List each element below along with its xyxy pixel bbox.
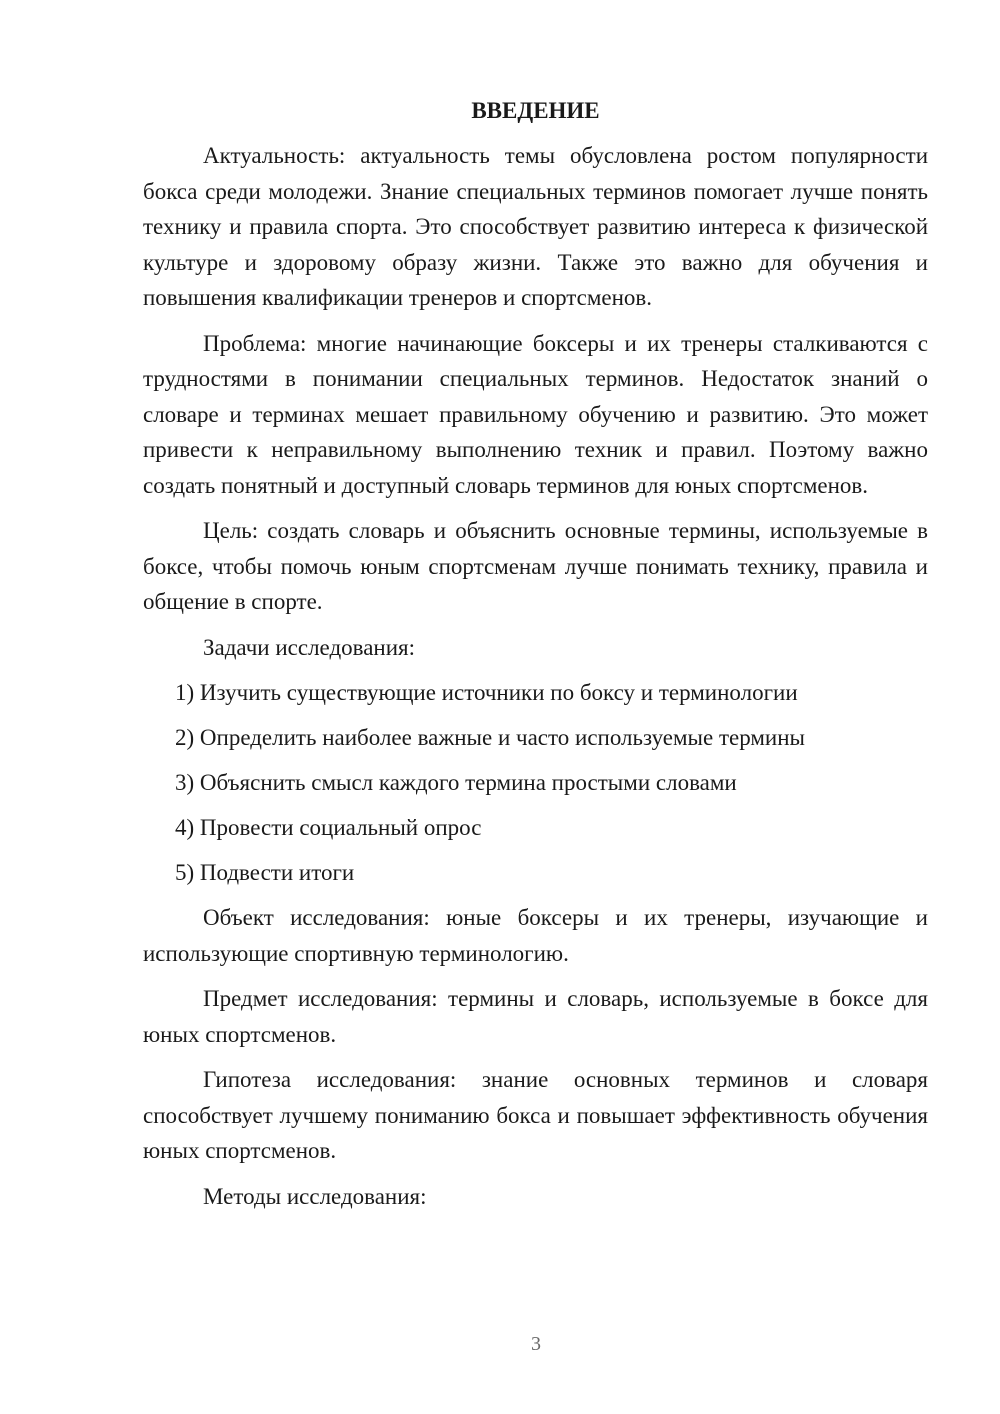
tasks-list [143,675,928,891]
paragraph-relevance: Актуальность: актуальность темы обусловлена ростом популярности бокса среди молодежи. Знание специальных терминов помогает лучше понять технику и правила спорта. Это способствует развитию интереса к физической культуре и здоровому образу жизни. Также это важно для обучения и повышения квалификации тренеров и спортсменов. [143,143,928,310]
section-title: ВВЕДЕНИЕ [471,98,600,123]
list-item: 3) Объяснить смысл каждого термина простыми словами [175,770,737,795]
paragraph-subject: Предмет исследования: термины и словарь, используемые в боксе для юных спортсменов. [143,986,928,1047]
paragraph-goal: Цель: создать словарь и объяснить основные термины, используемые в боксе, чтобы помочь юным спортсменам лучше понимать технику, правила и общение в спорте. [143,518,928,614]
page-body [143,95,928,1224]
list-item: 2) Определить наиболее важные и часто используемые термины [175,725,806,750]
list-item: 5) Подвести итоги [175,860,355,885]
paragraph-tasks-heading: Задачи исследования: [203,634,416,660]
paragraph-problem: Проблема: многие начинающие боксеры и их тренеры сталкиваются с трудностями в понимании специальных терминов. Недостаток знаний о словаре и терминах мешает правильному обучению и развитию. Это может привести к неправильному выполнению техник и правил. Поэтому важно создать понятный и доступный словарь терминов для юных спортсменов. [143,330,928,498]
paragraph-object: Объект исследования: юные боксеры и их тренеры, изучающие и использующие спортивную терминологию. [143,905,928,966]
list-item: 1) Изучить существующие источники по боксу и терминологии [175,680,798,705]
paragraph-hypothesis: Гипотеза исследования: знание основных терминов и словаря способствует лучшему пониманию бокса и повышает эффективность обучения юных спортсменов. [143,1067,928,1163]
list-item: 4) Провести социальный опрос [175,815,482,840]
page-number: 3 [531,1333,541,1355]
paragraph-methods-heading: Методы исследования: [203,1183,427,1209]
